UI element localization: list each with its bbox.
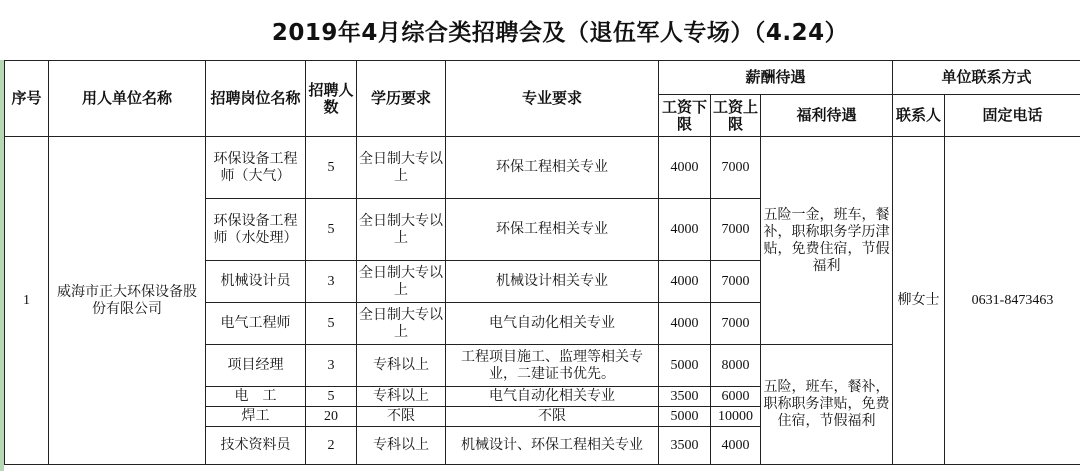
header-education[interactable]: 学历要求 <box>357 61 446 137</box>
cell-count[interactable]: 3 <box>306 261 357 303</box>
cell-position[interactable]: 机械设计员 <box>206 261 306 303</box>
header-company[interactable]: 用人单位名称 <box>49 61 206 137</box>
header-contact-group[interactable]: 单位联系方式 <box>893 61 1080 95</box>
cell-major[interactable]: 电气自动化相关专业 <box>446 387 659 407</box>
cell-salary-max[interactable]: 7000 <box>711 199 761 261</box>
cell-major[interactable]: 环保工程相关专业 <box>446 137 659 199</box>
cell-education[interactable]: 全日制大专以上 <box>357 137 446 199</box>
cell-count[interactable]: 3 <box>306 345 357 387</box>
cell-salary-min[interactable]: 5000 <box>659 345 711 387</box>
cell-major[interactable]: 工程项目施工、监理等相关专业，二建证书优先。 <box>446 345 659 387</box>
cell-major[interactable]: 机械设计相关专业 <box>446 261 659 303</box>
cell-count[interactable]: 5 <box>306 387 357 407</box>
cell-education[interactable]: 专科以上 <box>357 345 446 387</box>
cell-education[interactable]: 全日制大专以上 <box>357 199 446 261</box>
header-major[interactable]: 专业要求 <box>446 61 659 137</box>
cell-position[interactable]: 技术资料员 <box>206 427 306 465</box>
cell-education[interactable]: 全日制大专以上 <box>357 261 446 303</box>
page-title <box>0 0 1080 60</box>
header-salary-min[interactable]: 工资下限 <box>659 95 711 137</box>
cell-salary-min[interactable]: 5000 <box>659 407 711 427</box>
table-row <box>5 137 1080 199</box>
cell-education[interactable]: 专科以上 <box>357 427 446 465</box>
cell-salary-max[interactable]: 7000 <box>711 303 761 345</box>
cell-position[interactable]: 焊工 <box>206 407 306 427</box>
header-seq[interactable]: 序号 <box>5 61 49 137</box>
cell-major[interactable]: 机械设计、环保工程相关专业 <box>446 427 659 465</box>
cell-salary-max[interactable]: 4000 <box>711 427 761 465</box>
cell-count[interactable]: 2 <box>306 427 357 465</box>
header-benefits[interactable]: 福利待遇 <box>761 95 893 137</box>
cell-salary-min[interactable]: 4000 <box>659 137 711 199</box>
header-contact-person[interactable]: 联系人 <box>893 95 945 137</box>
cell-education[interactable]: 专科以上 <box>357 387 446 407</box>
cell-count[interactable]: 5 <box>306 137 357 199</box>
cell-education[interactable]: 不限 <box>357 407 446 427</box>
cell-benefits-1[interactable]: 五险一金，班车，餐补，职称职务学历津贴，免费住宿，节假福利 <box>761 137 893 345</box>
cell-company[interactable]: 威海市正大环保设备股份有限公司 <box>49 137 206 465</box>
cell-position[interactable]: 环保设备工程师（水处理） <box>206 199 306 261</box>
cell-salary-max[interactable]: 6000 <box>711 387 761 407</box>
title-text: 2019年4月综合类招聘会及（退伍军人专场）（4.24） <box>271 19 849 46</box>
header-position[interactable]: 招聘岗位名称 <box>206 61 306 137</box>
cell-salary-max[interactable]: 10000 <box>711 407 761 427</box>
cell-count[interactable]: 5 <box>306 199 357 261</box>
recruitment-table <box>4 60 1080 465</box>
cell-education[interactable]: 全日制大专以上 <box>357 303 446 345</box>
cell-position[interactable]: 项目经理 <box>206 345 306 387</box>
cell-salary-max[interactable]: 8000 <box>711 345 761 387</box>
cell-salary-min[interactable]: 4000 <box>659 303 711 345</box>
cell-position[interactable]: 电气工程师 <box>206 303 306 345</box>
cell-major[interactable]: 环保工程相关专业 <box>446 199 659 261</box>
cell-count[interactable]: 5 <box>306 303 357 345</box>
header-salary-max[interactable]: 工资上限 <box>711 95 761 137</box>
header-phone[interactable]: 固定电话 <box>945 95 1080 137</box>
cell-seq[interactable]: 1 <box>5 137 49 465</box>
cell-position[interactable]: 环保设备工程师（大气） <box>206 137 306 199</box>
cell-salary-min[interactable]: 4000 <box>659 261 711 303</box>
cell-salary-min[interactable]: 3500 <box>659 427 711 465</box>
cell-count[interactable]: 20 <box>306 407 357 427</box>
cell-phone[interactable]: 0631-8473463 <box>945 137 1080 465</box>
cell-benefits-2[interactable]: 五险，班车，餐补，职称职务津贴，免费住宿，节假福利 <box>761 345 893 465</box>
header-count[interactable]: 招聘人数 <box>306 61 357 137</box>
cell-major[interactable]: 不限 <box>446 407 659 427</box>
cell-salary-min[interactable]: 3500 <box>659 387 711 407</box>
header-salary-group[interactable]: 薪酬待遇 <box>659 61 893 95</box>
cell-major[interactable]: 电气自动化相关专业 <box>446 303 659 345</box>
cell-salary-max[interactable]: 7000 <box>711 137 761 199</box>
cell-contact-person[interactable]: 柳女士 <box>893 137 945 465</box>
cell-salary-max[interactable]: 7000 <box>711 261 761 303</box>
cell-position[interactable]: 电 工 <box>206 387 306 407</box>
cell-salary-min[interactable]: 4000 <box>659 199 711 261</box>
